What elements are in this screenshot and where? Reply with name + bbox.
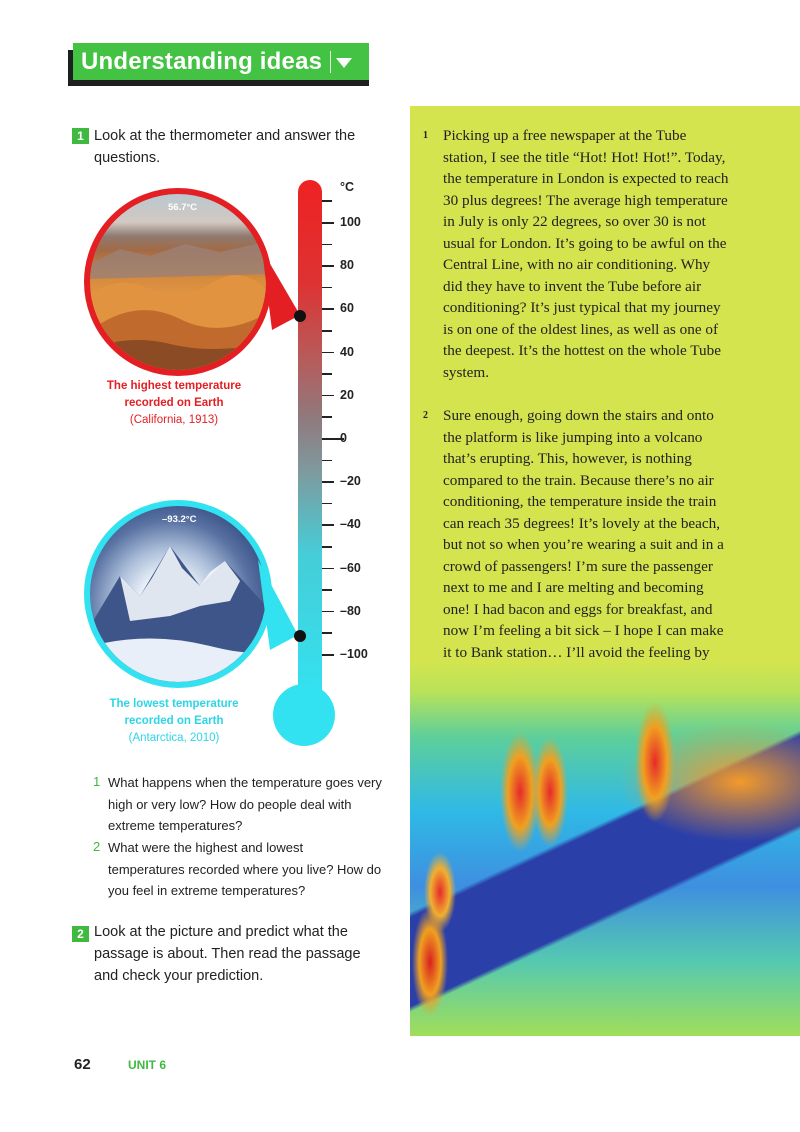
- lowest-marker-dot: [294, 630, 306, 642]
- thermometer-minor-tick: [322, 373, 332, 375]
- antarctica-photo: [84, 500, 272, 688]
- highest-place: (California, 1913): [129, 414, 219, 426]
- section-header[interactable]: [73, 43, 369, 80]
- thermometer-label: 40: [340, 344, 354, 359]
- thermometer-label: –60: [340, 560, 361, 575]
- activity-2-number: 2: [72, 926, 89, 942]
- thermometer-bulb: [273, 684, 335, 746]
- section-title: Understanding ideas: [81, 47, 323, 75]
- thermometer-minor-tick: [322, 589, 332, 591]
- thermometer-minor-tick: [322, 330, 332, 332]
- lowest-temp-label: –93.2°C: [162, 514, 197, 525]
- paragraph-1-number: 1: [423, 130, 428, 141]
- thermometer-minor-tick: [322, 632, 332, 634]
- activity-1-number: 1: [72, 128, 89, 144]
- thermometer-major-tick: [322, 568, 334, 570]
- highest-temp-label: 56.7°C: [168, 202, 198, 213]
- paragraph-1-text: Picking up a free newspaper at the Tube station, I see the title “Hot! Hot! Hot!”. Today, the temperature in London is expected to reach 30 plus degrees! The average high temperature in July is only 22 degrees, so over 30 is not usual for London. It’s going to be awful on the Central Line, with no air conditioning. Why did they have to invent the Tube before air conditioning? It’s just typical that my journey is on one of the oldest lines, as well as one of the deepest. It’s the hottest on the whole Tube system.: [443, 127, 729, 381]
- thermometer-unit: °C: [340, 180, 355, 194]
- thermometer-major-tick: [322, 524, 334, 526]
- unit-label: UNIT 6: [128, 1058, 167, 1072]
- question-2-text: What were the highest and lowest temperatures recorded where you live? How do you feel in extreme temperatures?: [108, 840, 382, 898]
- thermometer-label: 20: [340, 387, 354, 402]
- thermometer-minor-tick: [322, 503, 332, 505]
- thermometer-major-tick: [322, 352, 334, 354]
- question-1-text: What happens when the temperature goes very high or very low? How do people deal with extreme temperatures?: [108, 775, 382, 833]
- paragraph-2-number: 2: [423, 410, 428, 421]
- thermometer-major-tick: [322, 308, 334, 310]
- highest-caption-line1: The highest temperature: [106, 380, 242, 392]
- thermometer-minor-tick: [322, 287, 332, 289]
- triangle-down-icon: [336, 58, 352, 68]
- activity-1-instruction: Look at the thermometer and answer the questions.: [94, 128, 356, 166]
- thermometer-minor-tick: [322, 244, 332, 246]
- question-2-number: 2: [93, 839, 101, 854]
- thermometer-label: –40: [340, 517, 361, 532]
- question-1-number: 1: [93, 774, 101, 789]
- thermometer-label: –80: [340, 603, 361, 618]
- paragraph-2-text: Sure enough, going down the stairs and onto the platform is like jumping into a volcano that’s erupting. This, however, is nothing compared to the train. Because there’s no air conditioning, the temperature inside the train can reach 35 degrees! It’s lovely at the beach, but not so when you’re wearing a suit and in a crowd of passengers! I’m sure the passenger next to me and I are melting and becoming one! I had bacon and eggs for breakfast, and now I’m feeling a bit sick – I hope I can make it to Bank station… I’ll avoid the feeling by: [443, 407, 724, 661]
- snowy-mountains-illustration: [90, 506, 266, 682]
- thermometer-minor-tick: [322, 416, 332, 418]
- page-number: 62: [74, 1056, 91, 1073]
- thermometer-label: 80: [340, 258, 354, 273]
- lowest-caption-line1: The lowest temperature: [109, 698, 239, 710]
- thermometer-minor-tick: [322, 460, 332, 462]
- lowest-caption-line2: recorded on Earth: [124, 715, 224, 727]
- thermal-image: [410, 662, 800, 1036]
- thermometer-major-tick: [322, 481, 334, 483]
- thermometer-minor-tick: [322, 200, 332, 202]
- lowest-place: (Antarctica, 2010): [128, 732, 220, 744]
- thermometer-major-tick: [322, 395, 334, 397]
- thermometer-minor-tick: [322, 546, 332, 548]
- death-valley-photo: [84, 188, 272, 376]
- thermometer-label: –100: [340, 647, 368, 661]
- thermometer-major-tick: [322, 654, 334, 656]
- thermometer-major-tick: [322, 611, 334, 613]
- activity-2-instruction: Look at the picture and predict what the passage is about. Then read the passage and check your prediction.: [94, 924, 361, 984]
- header-divider: [330, 51, 331, 73]
- thermometer-label: 0: [340, 431, 347, 445]
- thermometer-label: –20: [340, 474, 361, 489]
- thermometer-label: 60: [340, 301, 354, 316]
- thermometer-label: 100: [340, 215, 361, 229]
- thermometer-major-tick: [322, 222, 334, 224]
- desert-hills-illustration: [90, 194, 266, 370]
- thermometer-major-tick: [322, 265, 334, 267]
- highest-caption-line2: recorded on Earth: [124, 397, 224, 409]
- highest-marker-dot: [294, 310, 306, 322]
